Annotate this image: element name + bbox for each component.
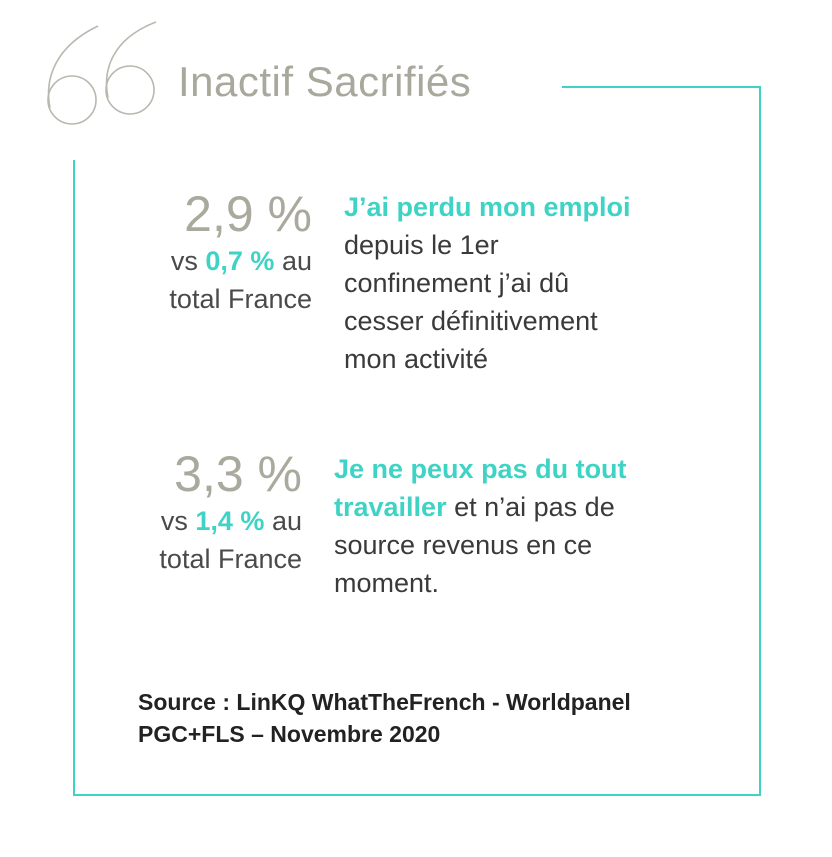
quote-line: cesser définitivement [344, 306, 598, 336]
stat-block-1 [120, 186, 312, 318]
frame-right-border [759, 86, 761, 796]
frame-bottom-border [73, 794, 761, 796]
source-line: PGC+FLS – Novembre 2020 [138, 721, 441, 747]
quote-highlight: travailler [334, 492, 447, 522]
stat-scope: total France [159, 544, 302, 574]
quote-text: et n’ai pas de [454, 492, 615, 522]
comparison-suffix: au [281, 246, 312, 276]
source-note [138, 686, 718, 750]
stat-value: 2,9 % [184, 186, 312, 242]
quote-block-2 [334, 450, 714, 602]
stat-comparison [110, 502, 302, 540]
source-line: Source : LinKQ WhatTheFrench - Worldpanel [138, 689, 631, 715]
comparison-suffix: au [271, 506, 302, 536]
quote-line: source revenus en ce [334, 530, 593, 560]
comparison-value: 0,7 % [205, 246, 275, 276]
frame-top-border [562, 86, 761, 88]
stat-scope: total France [169, 284, 312, 314]
stat-block-2 [110, 446, 302, 578]
page-title: Inactif Sacrifiés [178, 58, 472, 105]
quote-line: mon activité [344, 344, 489, 374]
quote-highlight: Je ne peux pas du tout [334, 454, 627, 484]
stat-value: 3,3 % [174, 446, 302, 502]
quote-block-1 [344, 188, 724, 378]
stat-comparison [120, 242, 312, 280]
quote-line: depuis le 1er [344, 230, 499, 260]
quote-line-mixed [334, 488, 714, 526]
comparison-value: 1,4 % [195, 506, 265, 536]
frame-left-border [73, 160, 75, 796]
quote-mark-icon [38, 18, 168, 133]
quote-line: confinement j’ai dû [344, 268, 570, 298]
quote-highlight: J’ai perdu mon emploi [344, 192, 631, 222]
comparison-prefix: vs [160, 506, 188, 536]
comparison-prefix: vs [170, 246, 198, 276]
quote-line: moment. [334, 568, 440, 598]
